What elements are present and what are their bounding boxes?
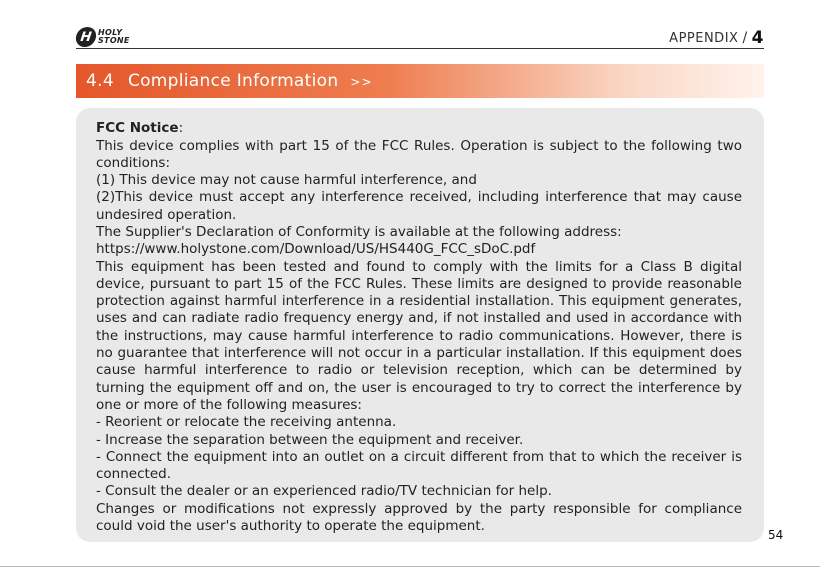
paragraph-compliance-intro: This device complies with part 15 of the FCC Rules. Operation is subject to the following two conditions:	[96, 137, 742, 171]
fcc-notice-heading	[96, 120, 742, 138]
appendix-number: 4	[751, 28, 764, 48]
section-arrows: >>	[350, 75, 373, 89]
logo-text-line1: HOLY	[98, 28, 123, 37]
paragraph-modifications-warning: Changes or modifications not expressly approved by the party responsible for compliance could void the user's authority to operate the equipment.	[96, 500, 742, 535]
measure-increase-separation: - Increase the separation between the equipment and receiver.	[96, 431, 524, 448]
section-title	[76, 71, 373, 91]
measure-consult-dealer: - Consult the dealer or an experienced radio/TV technician for help.	[96, 483, 552, 500]
logo-text-line2: STONE	[98, 36, 130, 45]
paragraph-sdoc-note: The Supplier's Declaration of Conformity is available at the following address:	[96, 223, 622, 240]
section-header-bar	[76, 64, 764, 98]
header-divider	[76, 48, 764, 49]
compliance-content-box	[76, 108, 764, 542]
measure-reorient-antenna: - Reorient or relocate the receiving antenna.	[96, 414, 397, 431]
bottom-divider	[0, 566, 820, 567]
section-number: 4.4	[86, 71, 114, 91]
sdoc-url: https://www.holystone.com/Download/US/HS440G_FCC_sDoC.pdf	[96, 241, 536, 258]
paragraph-condition-2: (2)This device must accept any interference received, including interference that may cause undesired operation.	[96, 189, 742, 223]
appendix-label: APPENDIX	[669, 30, 739, 46]
section-title-text: Compliance Information	[127, 71, 339, 91]
measure-different-circuit: - Connect the equipment into an outlet on a circuit different from that to which the receiver is connected.	[96, 448, 742, 483]
holystone-logo-mark: H	[75, 27, 98, 47]
appendix-separator: /	[742, 30, 748, 46]
holystone-logo-text	[98, 29, 130, 45]
fcc-notice-colon: :	[178, 120, 184, 136]
appendix-indicator	[669, 28, 764, 48]
paragraph-class-b-statement: This equipment has been tested and found to comply with the limits for a Class B digital device, pursuant to part 15 of the FCC Rules. These limits are designed to provide reasonable protection against harmful interference in a residential installation. This equipment generates, uses and can radiate radio frequency energy and, if not installed and used in accordance with the instructions, may cause harmful interference to radio communications. However, there is no guarantee that interference will not occur in a particular installation. If this equipment does cause harmful interference to radio or television reception, which can be determined by turning the equipment off and on, the user is encouraged to try to correct the interference by one or more of the following measures:	[96, 258, 742, 413]
fcc-notice-title: FCC Notice	[96, 120, 179, 136]
paragraph-condition-1: (1) This device may not cause harmful interference, and	[96, 172, 477, 189]
holystone-logo	[76, 26, 130, 48]
page-number: 54	[768, 528, 784, 542]
